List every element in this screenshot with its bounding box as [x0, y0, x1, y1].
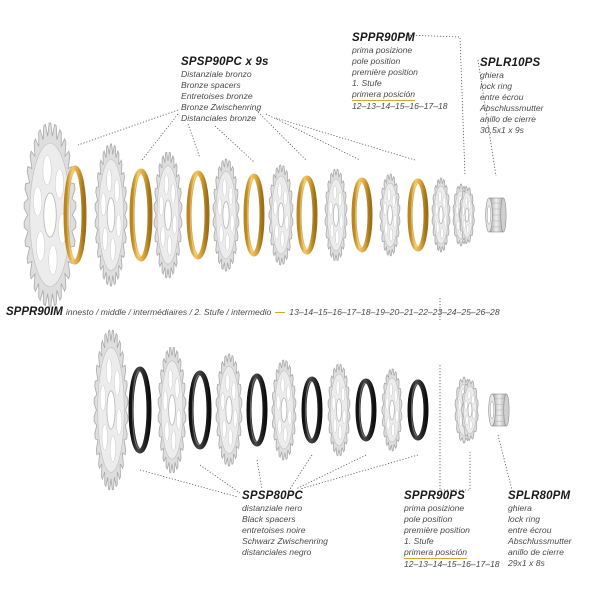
splr10ps-line-5: anillo de cierre	[480, 114, 536, 124]
sppr90ps-line-4: 1. Stufe	[404, 536, 434, 546]
spsp90pc-line-5: Distanciales bronze	[181, 113, 256, 123]
code-splr10ps: SPLR10PS	[480, 57, 541, 69]
spsp80pc-line-2: Black spacers	[242, 514, 296, 524]
leader-splr80pm	[498, 435, 512, 490]
spsp80pc-line-4: Schwarz Zwischenring	[242, 536, 328, 546]
splr80pm-line-2: lock ring	[508, 514, 540, 524]
bottom-sprocket-5	[328, 364, 350, 455]
top-row-cassette	[24, 123, 506, 307]
bottom-black-spacer-4	[304, 379, 320, 441]
leader-gold-3	[188, 124, 200, 158]
sppr90ps-line-1: prima posizione	[404, 503, 465, 513]
sppr90im-separator	[275, 312, 285, 313]
bottom-sprocket-1	[94, 330, 128, 490]
top-sprocket-2	[95, 144, 127, 286]
label-sppr90im	[6, 306, 500, 318]
splr10ps-line-4: Abschlussmutter	[480, 103, 544, 113]
top-sprocket-3	[154, 152, 182, 277]
top-gold-spacer-2	[132, 171, 150, 259]
code-splr80pm: SPLR80PM	[508, 490, 571, 502]
top-sprocket-8	[432, 178, 450, 252]
bottom-black-spacer-3	[249, 376, 265, 444]
top-sprocket-6	[325, 169, 347, 260]
top-gold-spacer-7	[410, 181, 426, 249]
splr10ps-spec: 30,5x1 x 9s	[480, 125, 524, 135]
leader-gold-4	[215, 126, 254, 162]
spsp90pc-line-3: Entretoises bronze	[181, 91, 253, 101]
splr10ps-line-1: ghiera	[480, 70, 504, 80]
bottom-first-position	[455, 377, 478, 443]
label-splr10ps	[480, 56, 544, 136]
label-spsp90pc	[181, 55, 269, 124]
code-spsp80pc: SPSP80PC	[242, 490, 304, 502]
code-spsp90pc: SPSP90PC x 9s	[181, 56, 269, 68]
label-splr80pm	[508, 489, 572, 569]
splr10ps-line-2: lock ring	[480, 81, 512, 91]
sppr90ps-line-2: pole position	[404, 514, 453, 524]
label-spsp80pc	[242, 489, 328, 558]
top-sprocket-7	[380, 174, 400, 256]
splr80pm-line-4: Abschlussmutter	[508, 536, 572, 546]
splr80pm-spec: 29x1 x 8s	[508, 558, 545, 568]
bottom-black-spacer-5	[358, 381, 374, 439]
top-first-position	[453, 184, 474, 246]
bottom-sprocket-4	[272, 360, 296, 460]
top-gold-spacer-3	[189, 173, 207, 257]
label-sppr90ps	[404, 489, 500, 570]
sppr90pm-line-3: première position	[352, 67, 418, 77]
top-lockring	[486, 198, 506, 232]
code-sppr90im: SPPR90IM	[6, 306, 63, 318]
leader-gold-1	[78, 110, 178, 145]
bottom-row-cassette	[94, 330, 509, 490]
bottom-black-spacer-2	[191, 373, 209, 447]
bottom-sprocket-3	[216, 354, 242, 466]
sppr90pm-line-1: prima posizione	[352, 45, 413, 55]
leader-black-3	[257, 460, 262, 489]
splr10ps-line-3: entre écrou	[480, 92, 524, 102]
spsp90pc-line-1: Distanziale bronzo	[181, 69, 252, 79]
splr80pm-line-5: anillo de cierre	[508, 547, 564, 557]
spsp80pc-line-1: distanziale nero	[242, 503, 303, 513]
leader-gold-2	[142, 114, 178, 160]
sppr90ps-teeth: 12–13–14–15–16–17–18	[404, 559, 500, 569]
bottom-black-spacer-1	[131, 369, 149, 451]
leader-black-5	[296, 455, 366, 489]
splr80pm-line-1: ghiera	[508, 503, 532, 513]
leader-black-4	[290, 455, 312, 489]
bottom-sprocket-6	[382, 369, 402, 451]
top-gold-spacer-6	[354, 180, 370, 250]
sppr90ps-line-3: première position	[404, 525, 470, 535]
sppr90im-teeth: 13–14–15–16–17–18–19–20–21–22–23–24–25–26–28	[289, 307, 500, 317]
spsp90pc-line-4: Bronze Zwischenring	[181, 102, 262, 112]
spsp80pc-line-5: distanciales negro	[242, 547, 312, 557]
sppr90ps-line-5: primera posición	[404, 547, 468, 557]
spsp80pc-line-3: entretoises noire	[242, 525, 306, 535]
code-sppr90pm: SPPR90PM	[352, 32, 415, 44]
sppr90pm-line-2: pole position	[352, 56, 401, 66]
top-sprocket-5	[269, 165, 293, 265]
sppr90im-text: innesto / middle / intermédiaires / 2. Stufe / intermedio	[65, 307, 272, 317]
sppr90pm-teeth: 12–13–14–15–16–17–18	[352, 101, 448, 111]
top-gold-spacer-4	[246, 176, 262, 254]
bottom-sprocket-2	[158, 347, 186, 472]
sppr90pm-line-4: 1. Stufe	[352, 78, 382, 88]
sppr90pm-line-5: primera posición	[352, 89, 416, 99]
leader-gold-7	[276, 118, 415, 160]
spsp90pc-line-2: Bronze spacers	[181, 80, 241, 90]
bottom-lockring	[489, 394, 509, 426]
top-sprocket-4	[213, 159, 239, 271]
leader-gold-6	[266, 114, 360, 160]
top-gold-spacer-5	[299, 178, 315, 252]
label-sppr90pm	[352, 31, 448, 112]
leader-black-2	[200, 465, 240, 493]
splr80pm-line-3: entre écrou	[508, 525, 552, 535]
leader-black-6	[300, 455, 418, 489]
code-sppr90ps: SPPR90PS	[404, 490, 466, 502]
bottom-black-spacer-6	[410, 382, 426, 438]
leader-black-1	[140, 470, 238, 497]
